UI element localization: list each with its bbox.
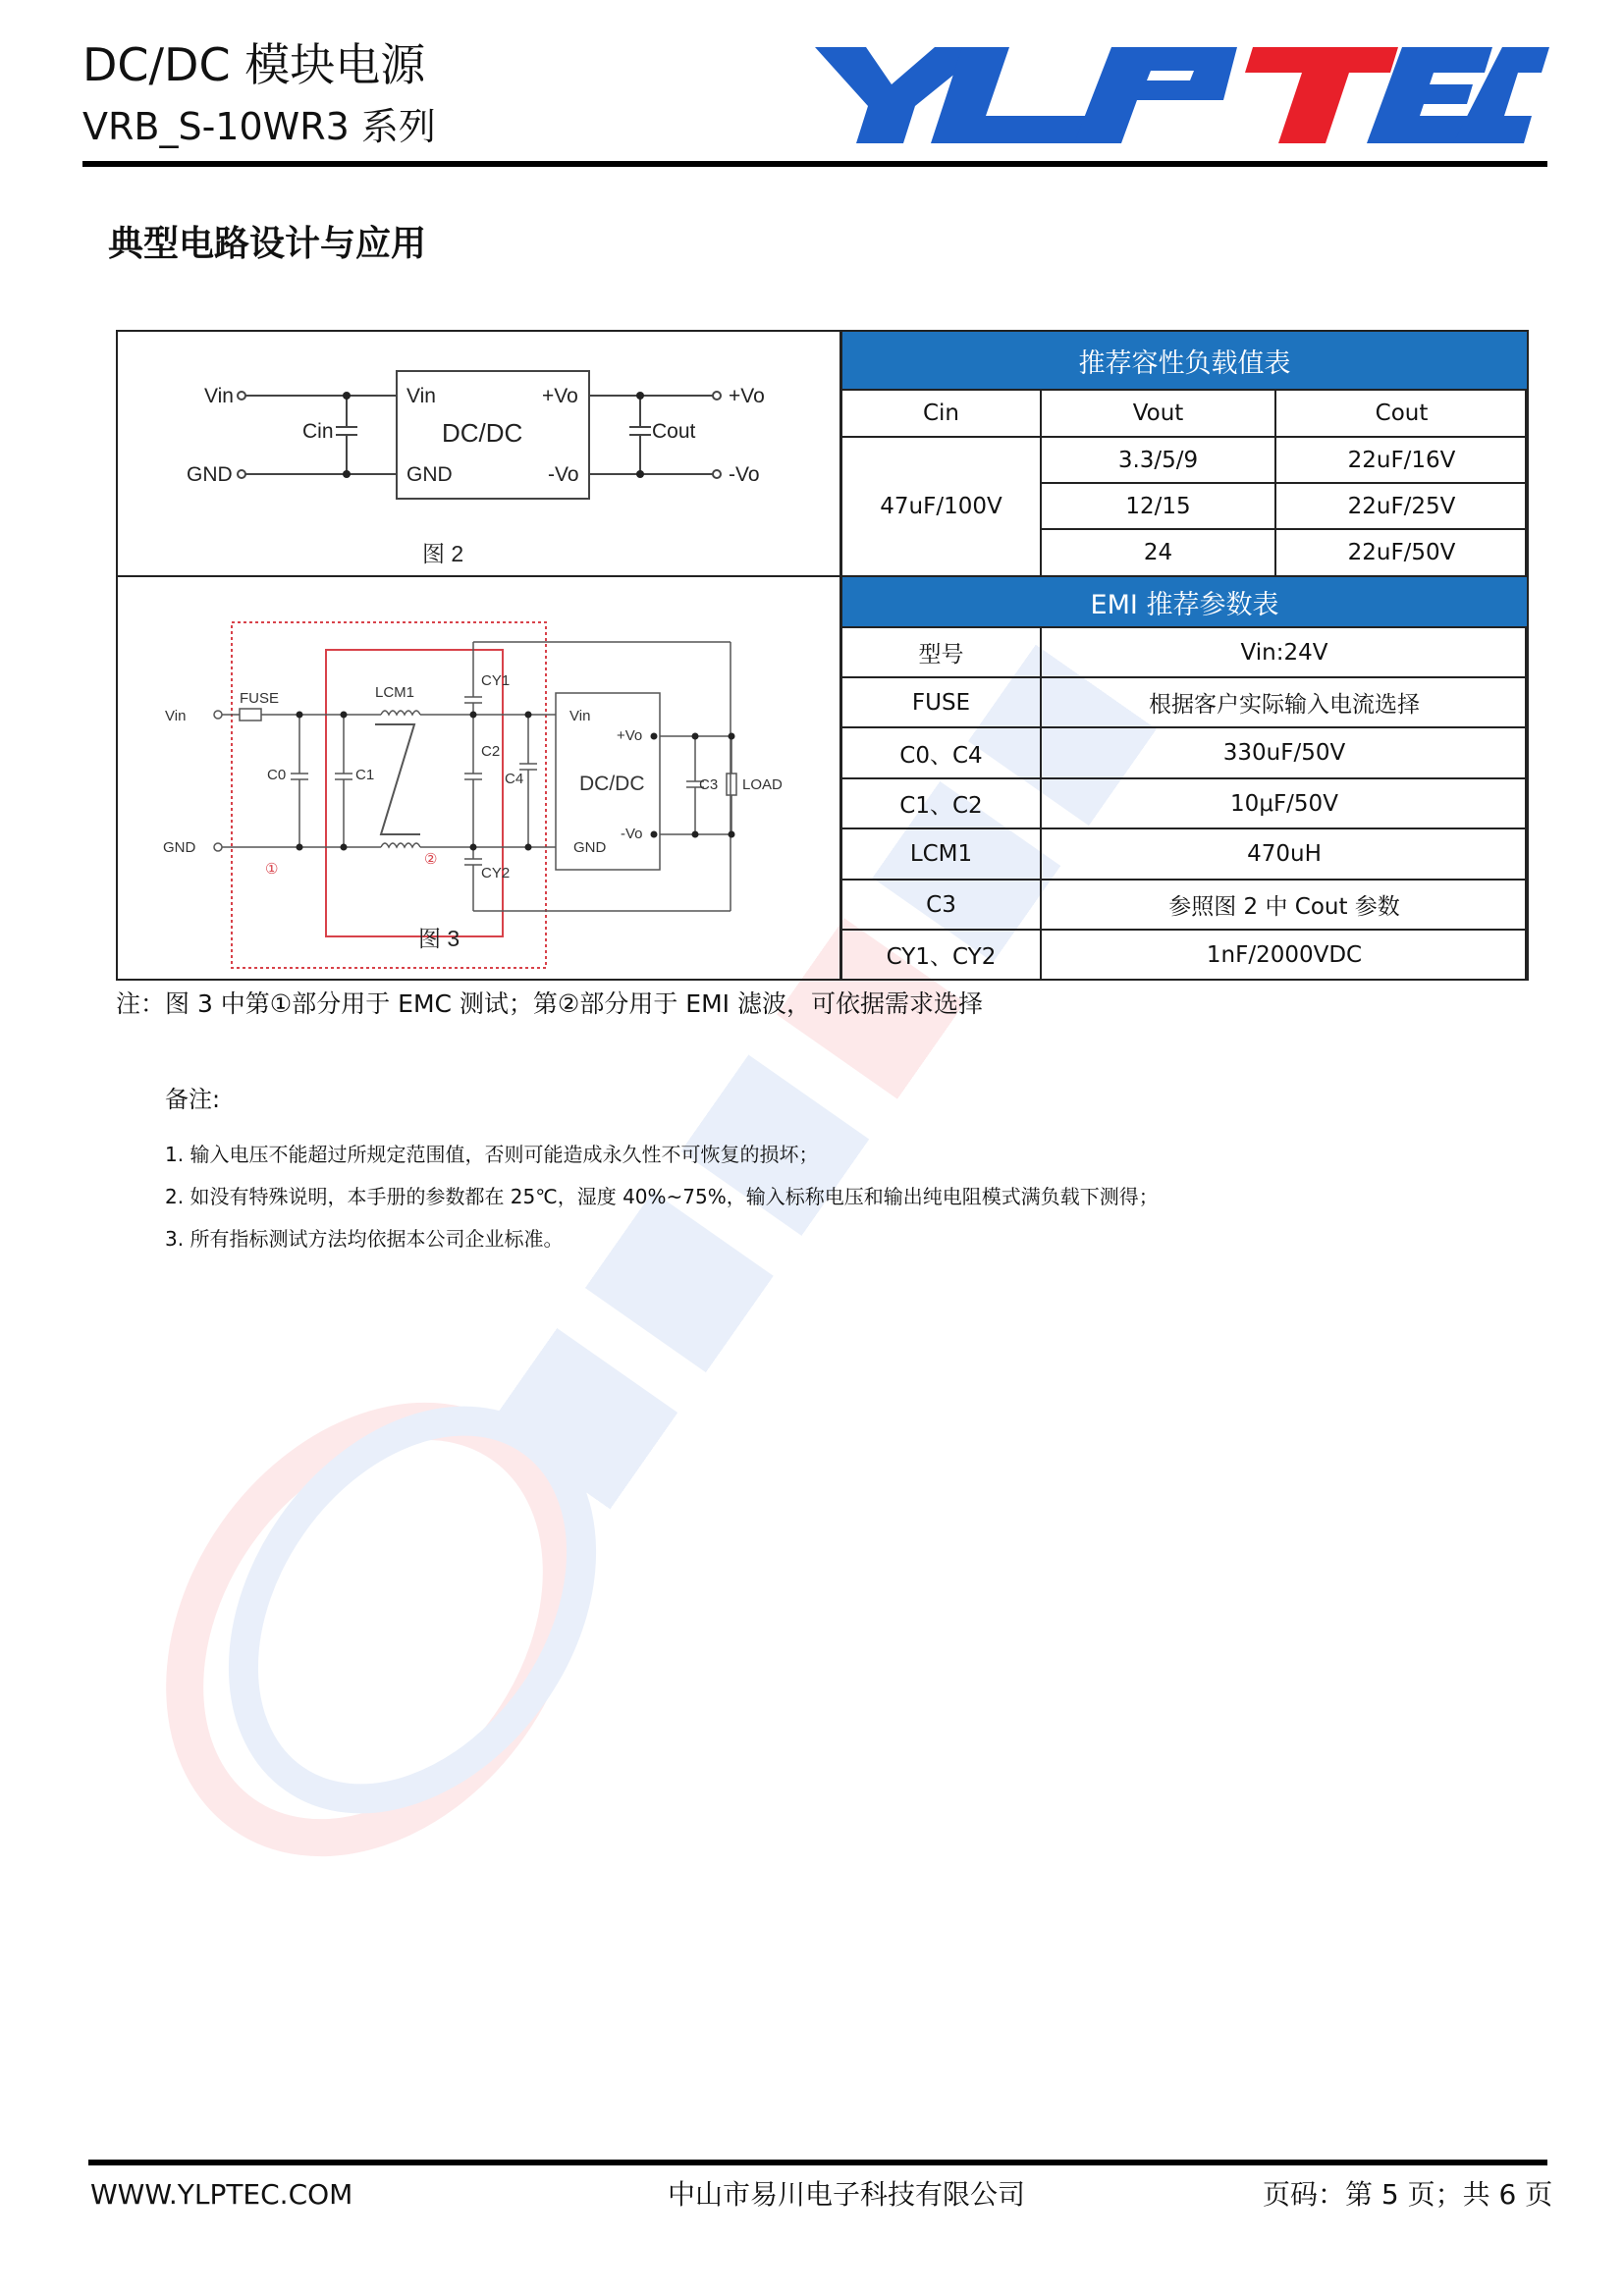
fig3-label-c2: C2 (481, 743, 501, 760)
header-cin: Cin (841, 390, 1041, 437)
figure-3-caption: 图 3 (418, 926, 460, 951)
fig3-label-lcm1: LCM1 (375, 684, 415, 701)
product-series: VRB_S-10WR3 系列 (82, 105, 436, 148)
footer-company: 中山市易川电子科技有限公司 (668, 2178, 1026, 2211)
fig3-label-vin: Vin (165, 708, 187, 724)
emi-param-name: LCM1 (841, 828, 1041, 880)
figure-note: 注：图 3 中第①部分用于 EMC 测试；第②部分用于 EMI 滤波，可依据需求选择 (116, 989, 983, 1018)
fig3-label-c1: C1 (355, 767, 375, 783)
section-title: 典型电路设计与应用 (108, 224, 427, 264)
emi-param-value: 10μF/50V (1041, 778, 1528, 828)
label-pin-gnd: GND (406, 463, 453, 486)
fig3-mark-2: ② (424, 851, 438, 868)
emi-param-name: C3 (841, 880, 1041, 930)
vout-value: 12/15 (1041, 483, 1275, 529)
fig3-label-gnd: GND (163, 839, 196, 856)
cout-value: 22uF/25V (1275, 483, 1528, 529)
emi-param-value: 根据客户实际输入电流选择 (1041, 677, 1528, 727)
emi-param-value: 470uH (1041, 828, 1528, 880)
fig3-label-pin-pvo: +Vo (617, 727, 643, 744)
fig3-label-c0: C0 (267, 767, 287, 783)
capacitive-load-table-title: 推荐容性负载值表 (841, 331, 1528, 390)
label-pin-pvo: +Vo (542, 385, 578, 407)
label-module: DC/DC (442, 418, 523, 448)
label-out-nvo: -Vo (729, 463, 760, 486)
emi-table-title: EMI 推荐参数表 (841, 576, 1528, 627)
emi-param-name: C1、C2 (841, 778, 1041, 828)
fig3-label-load: LOAD (742, 776, 783, 793)
fig3-label-cy2: CY2 (481, 865, 511, 881)
figure-2-circuit (118, 332, 839, 573)
vout-value: 24 (1041, 529, 1275, 576)
ylptec-logo (805, 45, 1551, 145)
label-gnd-in: GND (187, 463, 233, 486)
label-out-pvo: +Vo (729, 385, 765, 407)
label-vin-in: Vin (204, 385, 234, 407)
fig3-label-pin-gnd: GND (573, 839, 607, 856)
label-cin: Cin (302, 420, 334, 443)
emi-param-name: CY1、CY2 (841, 930, 1041, 980)
fig3-label-c4: C4 (505, 771, 524, 787)
fig3-mark-1: ① (265, 861, 279, 878)
fig3-label-fuse: FUSE (240, 690, 280, 707)
label-cout: Cout (652, 420, 696, 443)
emi-param-name: FUSE (841, 677, 1041, 727)
footer-page-number: 页码：第 5 页；共 6 页 (1263, 2178, 1553, 2211)
emi-param-name: 型号 (841, 627, 1041, 677)
capacitive-load-table (840, 330, 1529, 577)
remark-item: 3. 所有指标测试方法均依据本公司企业标准。 (165, 1227, 564, 1251)
header-cout: Cout (1275, 390, 1528, 437)
emi-parameter-table (840, 575, 1529, 981)
remarks-title: 备注: (165, 1086, 221, 1113)
document-title: DC/DC 模块电源 (82, 38, 426, 91)
cout-value: 22uF/16V (1275, 437, 1528, 483)
header-vout: Vout (1041, 390, 1275, 437)
emi-param-value: 330uF/50V (1041, 727, 1528, 778)
fig3-label-module: DC/DC (579, 773, 645, 795)
figure-2-caption: 图 2 (422, 541, 464, 566)
footer-rule (88, 2160, 1547, 2165)
fig3-label-pin-vin: Vin (569, 708, 591, 724)
cout-value: 22uF/50V (1275, 529, 1528, 576)
fig3-label-pin-nvo: -Vo (621, 826, 643, 842)
label-pin-nvo: -Vo (548, 463, 579, 486)
fig3-label-c3: C3 (699, 776, 719, 793)
emi-param-value: Vin:24V (1041, 627, 1528, 677)
label-pin-vin: Vin (406, 385, 436, 407)
emi-param-value: 参照图 2 中 Cout 参数 (1041, 880, 1528, 930)
cin-value: 47uF/100V (841, 437, 1041, 576)
emi-param-name: C0、C4 (841, 727, 1041, 778)
vout-value: 3.3/5/9 (1041, 437, 1275, 483)
emi-param-value: 1nF/2000VDC (1041, 930, 1528, 980)
footer-website[interactable]: WWW.YLPTEC.COM (90, 2178, 353, 2211)
header-rule (82, 161, 1547, 167)
remark-item: 1. 输入电压不能超过所规定范围值，否则可能造成永久性不可恢复的损坏； (165, 1143, 819, 1166)
fig3-label-cy1: CY1 (481, 672, 511, 689)
figure-3-circuit (118, 577, 839, 978)
remark-item: 2. 如没有特殊说明，本手册的参数都在 25℃，湿度 40%~75%，输入标称电压和输出纯电阻模式满负载下测得； (165, 1185, 1159, 1208)
